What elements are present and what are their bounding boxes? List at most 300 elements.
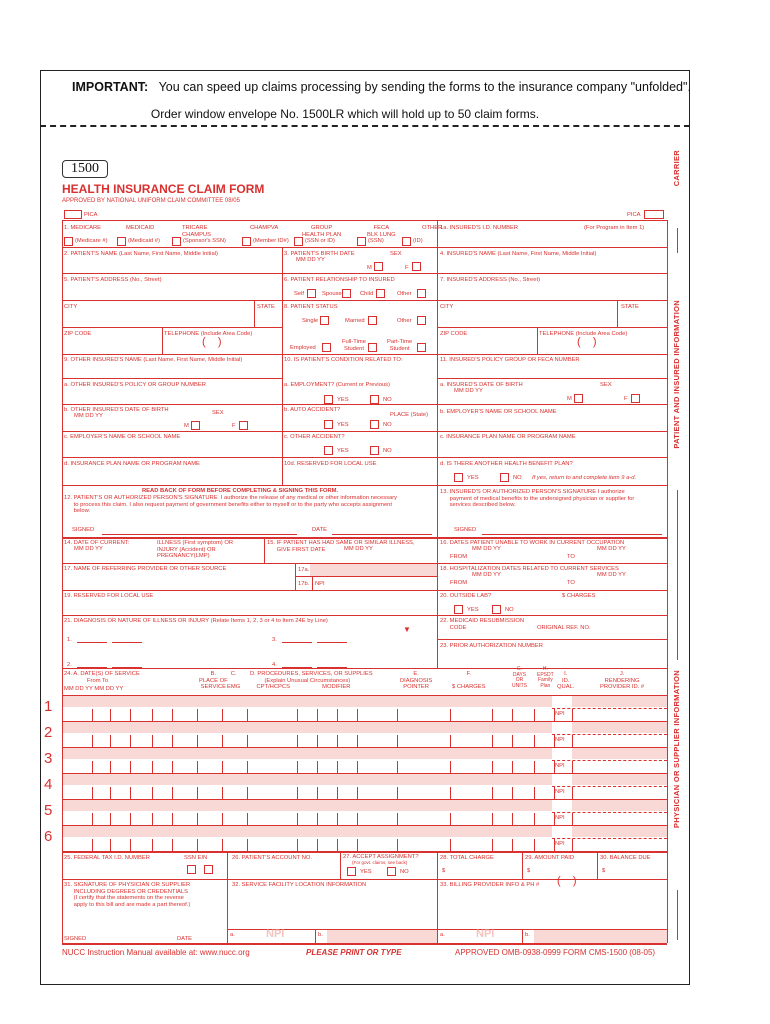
rule [437, 220, 438, 485]
rule [667, 220, 668, 943]
service-line-provider-shaded[interactable] [572, 722, 667, 733]
pica-right: PICA [627, 212, 641, 218]
important-notice [72, 80, 691, 94]
other-accident-yes-checkbox[interactable] [324, 446, 333, 455]
rule [572, 813, 573, 825]
label-no-6: NO [400, 869, 409, 875]
service-line-supplemental-shaded[interactable] [62, 826, 552, 837]
rule [537, 327, 538, 354]
label-sig13: 13. INSURED'S OR AUTHORIZED PERSON'S SIGNATURE I authorize payment of medical benefits to the undersigned physician or supplier for services described below. [440, 489, 635, 508]
label-mmddyy: MM DD YY [296, 257, 325, 263]
label-patient-status: 8. PATIENT STATUS [284, 304, 338, 310]
label-33a: a. [440, 932, 445, 938]
rule [62, 851, 667, 853]
label-ssn-or-id: (SSN or ID) [305, 238, 335, 244]
label-for-program: (For Program in Item 1) [584, 225, 645, 231]
tricare-checkbox[interactable] [172, 237, 181, 246]
form-logo-1500: 1500 [62, 160, 108, 178]
label-outside-lab: 20. OUTSIDE LAB? [440, 593, 492, 599]
label-read-back: READ BACK OF FORM BEFORE COMPLETING & SIGNING THIS FORM. [142, 488, 339, 494]
field-17a-shaded[interactable] [310, 564, 437, 576]
label-policy-group: 11. INSURED'S POLICY GROUP OR FECA NUMBER [440, 357, 580, 363]
label-original-ref: ORIGINAL REF. NO. [537, 625, 591, 631]
rule [522, 851, 523, 879]
label-24-from-to: From To [87, 678, 109, 684]
label-insured-zip: ZIP CODE [440, 331, 468, 337]
rule [554, 787, 555, 799]
label-medicare-num: (Medicare #) [75, 238, 108, 244]
label-sig31: 31. SIGNATURE OF PHYSICIAN OR SUPPLIER INCLUDING DEGREES OR CREDENTIALS (I certify that the statements on the reverse apply to this bill and are made a part thereof.) [64, 882, 191, 908]
service-line-provider-shaded[interactable] [572, 826, 667, 837]
important-label: IMPORTANT: [72, 80, 149, 94]
label-dollar-28: $ [442, 868, 446, 874]
label-m-2: M [567, 396, 572, 402]
label-reserved-19: 19. RESERVED FOR LOCAL USE [64, 593, 154, 599]
rule [62, 247, 667, 248]
rule [62, 485, 667, 486]
npi-watermark-33a: NPI [476, 928, 495, 940]
phone-parens: ( ) [557, 875, 577, 887]
service-line-number: 4 [44, 776, 53, 793]
service-line-row[interactable] [62, 708, 552, 721]
rule [62, 431, 667, 432]
side-marker [677, 540, 678, 660]
rule [552, 760, 667, 761]
rule [162, 327, 163, 354]
label-govt-claims: (For govt. claims, see back) [352, 860, 408, 865]
label-other-status: Other [397, 318, 412, 324]
ein-checkbox[interactable] [204, 865, 213, 874]
child-checkbox[interactable] [376, 289, 385, 298]
label-dollar-29: $ [527, 868, 531, 874]
label-champva: CHAMPVA [250, 225, 279, 231]
label-insured-state: STATE [621, 304, 639, 310]
rule [572, 761, 573, 773]
rule [102, 534, 297, 535]
label-24h: H. EPSDT Family Plan [537, 666, 554, 689]
rule [227, 851, 228, 879]
service-line-row[interactable] [62, 734, 552, 747]
label-signed-31: SIGNED [64, 936, 87, 942]
label-accept-assignment: 27. ACCEPT ASSIGNMENT? [343, 854, 419, 860]
label-no-4: NO [513, 475, 522, 481]
rule [62, 537, 667, 539]
label-diag-1: 1. [67, 637, 72, 643]
label-24b: B. PLACE OF SERVICE [199, 671, 228, 690]
label-insured-address: 7. INSURED'S ADDRESS (No., Street) [440, 277, 541, 283]
label-hospitalization: 18. HOSPITALIZATION DATES RELATED TO CURRENT SERVICES [440, 566, 619, 572]
label-to: TO [567, 554, 575, 560]
label-total-charge: 28. TOTAL CHARGE [440, 855, 494, 861]
label-self: Self [294, 291, 304, 297]
label-other: OTHER [422, 225, 443, 231]
label-24c: C. EMG [227, 671, 241, 690]
label-patient-name: 2. PATIENT'S NAME (Last Name, First Name, Middle Initial) [64, 251, 218, 257]
label-mmddyy-4: MM DD YY [74, 546, 103, 552]
insured-sex-m-checkbox[interactable] [574, 394, 583, 403]
rule [522, 929, 523, 943]
label-id: (ID) [413, 238, 423, 244]
phone-parens: ( ) [577, 336, 597, 348]
pica-left-box[interactable] [64, 210, 82, 219]
label-no: NO [383, 397, 392, 403]
label-insured-city: CITY [440, 304, 454, 310]
label-date-12: DATE [312, 527, 328, 533]
rule [572, 709, 573, 721]
label-if-yes: If yes, return to and complete item 9 a-d. [532, 475, 637, 481]
rule [554, 735, 555, 747]
other-sex-m-checkbox[interactable] [191, 421, 200, 430]
label-from: FROM [450, 554, 468, 560]
label-other-policy: a. OTHER INSURED'S POLICY OR GROUP NUMBER [64, 382, 206, 388]
label-resubmission: 22. MEDICAID RESUBMISSION CODE [440, 618, 525, 631]
label-tricare: TRICARE CHAMPUS [182, 225, 211, 238]
patient-sex-m-checkbox[interactable] [374, 262, 383, 271]
label-yes-3: YES [337, 448, 349, 454]
label-24e: E. DIAGNOSIS POINTER [400, 671, 433, 690]
spouse-checkbox[interactable] [342, 289, 351, 298]
patient-sex-f-checkbox[interactable] [412, 262, 421, 271]
label-sex: SEX [390, 251, 402, 257]
service-line-number: 6 [44, 828, 53, 845]
label-prior-auth: 23. PRIOR AUTHORIZATION NUMBER [440, 643, 543, 649]
label-auto: b. AUTO ACCIDENT? [284, 407, 341, 413]
champva-checkbox[interactable] [242, 237, 251, 246]
service-line-number: 2 [44, 724, 53, 741]
side-marker [677, 890, 678, 940]
label-another-plan: d. IS THERE ANOTHER HEALTH BENEFIT PLAN? [440, 461, 573, 467]
label-employed: Employed [290, 345, 316, 351]
service-line-supplemental-shaded[interactable] [62, 800, 552, 811]
rule [437, 485, 438, 537]
self-checkbox[interactable] [307, 289, 316, 298]
rule [554, 839, 555, 851]
label-dollar-30: $ [602, 868, 606, 874]
pica-right-box[interactable] [644, 210, 664, 219]
rule [554, 813, 555, 825]
label-zip: ZIP CODE [64, 331, 92, 337]
service-line-supplemental-shaded[interactable] [62, 748, 552, 759]
label-yes-2: YES [337, 422, 349, 428]
service-line-npi-label: NPI [555, 841, 565, 847]
label-patient-address: 5. PATIENT'S ADDRESS (No., Street) [64, 277, 162, 283]
label-f-2: F [624, 396, 628, 402]
label-24a: 24. A. DATE(S) OF SERVICE [64, 671, 140, 677]
label-date-current: 14. DATE OF CURRENT: [64, 540, 130, 546]
field-32b-shaded[interactable] [327, 930, 437, 943]
label-relationship: 6. PATIENT RELATIONSHIP TO INSURED [284, 277, 395, 283]
npi-watermark-32a: NPI [266, 928, 285, 940]
approved-text: APPROVED BY NATIONAL UNIFORM CLAIM COMMITTEE 08/05 [62, 198, 240, 204]
label-yes-4: YES [467, 475, 479, 481]
label-mmddyy-7: MM DD YY [597, 546, 626, 552]
label-single: Single [302, 318, 319, 324]
field-33b-shaded[interactable] [534, 930, 667, 943]
outside-lab-yes-checkbox[interactable] [454, 605, 463, 614]
rule [62, 273, 667, 274]
other-sex-f-checkbox[interactable] [239, 421, 248, 430]
service-line-supplemental-shaded[interactable] [62, 696, 552, 707]
label-charges-20: $ CHARGES [562, 593, 596, 599]
label-no-3: NO [383, 448, 392, 454]
auto-no-checkbox[interactable] [370, 420, 379, 429]
label-amount-paid: 29. AMOUNT PAID [525, 855, 575, 861]
single-checkbox[interactable] [320, 316, 329, 325]
label-birth-date: 3. PATIENT'S BIRTH DATE [284, 251, 355, 257]
rule [572, 735, 573, 747]
rule [552, 734, 667, 735]
label-spouse: Spouse [322, 291, 342, 297]
service-line-number: 3 [44, 750, 53, 767]
label-mmddyy-5: MM DD YY [344, 546, 373, 552]
auto-yes-checkbox[interactable] [324, 420, 333, 429]
part-time-checkbox[interactable] [417, 343, 426, 352]
rule [552, 708, 667, 709]
label-mmddyy-3: MM DD YY [74, 413, 103, 419]
accept-yes-checkbox[interactable] [347, 867, 356, 876]
envelope-text: Order window envelope No. 1500LR which will hold up to 50 claim forms. [150, 107, 540, 121]
label-signed-13: SIGNED [454, 527, 477, 533]
label-insured-name: 4. INSURED'S NAME (Last Name, First Name, Middle Initial) [440, 251, 597, 257]
medicaid-checkbox[interactable] [117, 237, 126, 246]
diag-arrow-icon: ▼ [403, 625, 411, 634]
rule [62, 220, 63, 943]
rule [282, 247, 283, 485]
important-text: You can speed up claims processing by sending the forms to the insurance company "unfolded". [158, 80, 691, 94]
label-24f: F. $ CHARGES [452, 671, 486, 690]
label-m-3: M [184, 423, 189, 429]
rule [77, 642, 107, 643]
another-plan-no-checkbox[interactable] [500, 473, 509, 482]
rule [554, 761, 555, 773]
service-line-provider-shaded[interactable] [572, 696, 667, 707]
label-17a: 17a. [298, 567, 310, 573]
label-mmddyy-6: MM DD YY [472, 546, 501, 552]
label-f-3: F [232, 423, 236, 429]
rule [282, 642, 312, 643]
service-line-npi-label: NPI [555, 737, 565, 743]
rule [437, 639, 667, 640]
label-ssn: (SSN) [368, 238, 384, 244]
rule [112, 642, 142, 643]
label-from-2: FROM [450, 580, 468, 586]
label-24j: J. RENDERING PROVIDER ID. # [600, 671, 645, 690]
label-reserved-10d: 10d. RESERVED FOR LOCAL USE [284, 461, 377, 467]
label-24-mmddyy: MM DD YY MM DD YY [64, 686, 124, 692]
label-employer-b: b. EMPLOYER'S NAME OR SCHOOL NAME [440, 409, 557, 415]
rule [437, 327, 667, 328]
carrier-label: CARRIER [672, 150, 681, 187]
service-line-npi-label: NPI [555, 789, 565, 795]
service-line-provider-shaded[interactable] [572, 774, 667, 785]
rule [482, 534, 662, 535]
rule [312, 577, 313, 590]
label-insured-id: 1a. INSURED'S I.D. NUMBER [440, 225, 519, 231]
label-diag-3: 3. [272, 637, 277, 643]
rule [62, 220, 667, 221]
footer-print: PLEASE PRINT OR TYPE [306, 948, 402, 957]
rule [554, 709, 555, 721]
married-checkbox[interactable] [368, 316, 377, 325]
label-billing: 33. BILLING PROVIDER INFO & PH # [440, 882, 540, 888]
label-yes-5: YES [467, 607, 479, 613]
label-npi-17b: NPI [315, 581, 325, 587]
pica-left: PICA [84, 212, 98, 218]
label-feca: FECA BLK LUNG [367, 225, 396, 238]
medicare-checkbox[interactable] [64, 237, 73, 246]
rule [62, 404, 667, 405]
rule [437, 537, 438, 668]
label-employment: a. EMPLOYMENT? (Current or Previous) [284, 382, 390, 388]
label-part-time: Part-Time Student [387, 339, 413, 352]
label-balance-due: 30. BALANCE DUE [600, 855, 651, 861]
feca-checkbox[interactable] [357, 237, 366, 246]
employment-yes-checkbox[interactable] [324, 395, 333, 404]
service-line-npi-label: NPI [555, 815, 565, 821]
rule [597, 851, 598, 879]
side-marker [677, 228, 678, 253]
label-full-time: Full-Time Student [342, 339, 366, 352]
label-to-2: TO [567, 580, 575, 586]
label-no-2: NO [383, 422, 392, 428]
service-line-supplemental-shaded[interactable] [62, 722, 552, 733]
rule [62, 327, 282, 328]
label-24g: G. DAYS OR UNITS [512, 666, 527, 689]
label-32a: a. [230, 932, 235, 938]
label-diag-4: 4. [272, 662, 277, 668]
another-plan-yes-checkbox[interactable] [454, 473, 463, 482]
service-line-provider-shaded[interactable] [572, 800, 667, 811]
label-medicare: 1. MEDICARE [64, 225, 102, 231]
tear-line [40, 125, 690, 127]
label-tax-id: 25. FEDERAL TAX I.D. NUMBER [64, 855, 150, 861]
label-medicaid-num: (Medicaid #) [128, 238, 160, 244]
label-same-illness: 15. IF PATIENT HAS HAD SAME OR SIMILAR ILLNESS, GIVE FIRST DATE [267, 540, 415, 553]
service-line-row[interactable] [62, 760, 552, 773]
claim-form [62, 205, 667, 945]
label-insurance-plan-c: c. INSURANCE PLAN NAME OR PROGRAM NAME [440, 434, 576, 440]
label-date-31: DATE [177, 936, 193, 942]
service-line-npi-label: NPI [555, 711, 565, 717]
footer-nucc: NUCC Instruction Manual available at: www.nucc.org [62, 948, 250, 957]
label-sponsor-ssn: (Sponsor's SSN) [183, 238, 226, 244]
rule [62, 457, 667, 458]
label-employer-c: c. EMPLOYER'S NAME OR SCHOOL NAME [64, 434, 181, 440]
label-33b: b. [525, 932, 530, 938]
label-ssn-ein: SSN EIN [184, 855, 208, 861]
insured-sex-f-checkbox[interactable] [631, 394, 640, 403]
rule [62, 943, 667, 945]
other-checkbox[interactable] [402, 237, 411, 246]
label-other-birth: b. OTHER INSURED'S DATE OF BIRTH [64, 407, 169, 413]
rule [315, 929, 316, 943]
label-sig12: 12. PATIENT'S OR AUTHORIZED PERSON'S SIGNATURE I authorize the release of any medical or other information necessary to process this claim. I also request payment of government benefits either to myself or to the party who accepts assignment below. [64, 495, 398, 514]
label-mmddyy-2: MM DD YY [454, 388, 483, 394]
label-place-state: PLACE (State) [390, 412, 429, 418]
other-accident-no-checkbox[interactable] [370, 446, 379, 455]
label-married: Married [345, 318, 365, 324]
service-line-provider-shaded[interactable] [572, 748, 667, 759]
service-line-row[interactable] [62, 812, 552, 825]
label-illness: ILLNESS (First symptom) OR INJURY (Accident) OR PREGNANCY(LMP) [157, 540, 234, 559]
label-referring: 17. NAME OF REFERRING PROVIDER OR OTHER SOURCE [64, 566, 227, 572]
label-no-5: NO [505, 607, 514, 613]
rule [227, 879, 228, 943]
rule [552, 838, 667, 839]
full-time-checkbox[interactable] [368, 343, 377, 352]
rule [62, 300, 667, 301]
label-group: GROUP HEALTH PLAN [302, 225, 342, 238]
side-label-physician: PHYSICIAN OR SUPPLIER INFORMATION [672, 670, 681, 829]
label-f: F [405, 265, 409, 271]
label-condition: 10. IS PATIENT'S CONDITION RELATED TO: [284, 357, 403, 363]
label-insured-telephone: TELEPHONE (Include Area Code) [539, 331, 628, 337]
service-line-row[interactable] [62, 838, 552, 851]
rule [295, 576, 437, 577]
side-marker [677, 490, 678, 540]
group-checkbox[interactable] [294, 237, 303, 246]
service-line-npi-label: NPI [555, 763, 565, 769]
label-city: CITY [64, 304, 78, 310]
service-line-row[interactable] [62, 786, 552, 799]
label-other-accident: c. OTHER ACCIDENT? [284, 434, 345, 440]
label-signed-12: SIGNED [72, 527, 95, 533]
label-state: STATE [257, 304, 275, 310]
label-other-sex: SEX [212, 410, 224, 416]
ssn-checkbox[interactable] [187, 865, 196, 874]
label-yes: YES [337, 397, 349, 403]
label-facility: 32. SERVICE FACILITY LOCATION INFORMATION [232, 882, 367, 888]
label-insured-sex: SEX [600, 382, 612, 388]
employment-no-checkbox[interactable] [370, 395, 379, 404]
employed-checkbox[interactable] [322, 343, 331, 352]
label-mmddyy-8: MM DD YY [472, 572, 501, 578]
label-telephone: TELEPHONE (Include Area Code) [164, 331, 253, 337]
form-title: HEALTH INSURANCE CLAIM FORM [62, 182, 265, 196]
label-24i: I. ID. QUAL. [557, 671, 575, 690]
rule [62, 668, 667, 669]
other-rel-checkbox[interactable] [417, 289, 426, 298]
service-line-supplemental-shaded[interactable] [62, 774, 552, 785]
rule [572, 787, 573, 799]
other-status-checkbox[interactable] [417, 316, 426, 325]
rule [552, 812, 667, 813]
rule [62, 378, 282, 379]
accept-no-checkbox[interactable] [387, 867, 396, 876]
rule [552, 786, 667, 787]
label-unable-work: 16. DATES PATIENT UNABLE TO WORK IN CURRENT OCCUPATION [440, 540, 625, 546]
rule [62, 590, 667, 591]
rule [62, 615, 667, 616]
outside-lab-no-checkbox[interactable] [492, 605, 501, 614]
phone-parens: ( ) [202, 336, 222, 348]
label-insurance-plan-d: d. INSURANCE PLAN NAME OR PROGRAM NAME [64, 461, 200, 467]
rule [332, 534, 432, 535]
label-yes-6: YES [360, 869, 372, 875]
service-line-number: 5 [44, 802, 53, 819]
rule [340, 851, 341, 879]
label-mmddyy-9: MM DD YY [597, 572, 626, 578]
label-other-rel: Other [397, 291, 412, 297]
label-member-id: (Member ID#) [253, 238, 289, 244]
label-m: M [367, 265, 372, 271]
label-17b: 17b. [298, 581, 310, 587]
label-insured-birth: a. INSURED'S DATE OF BIRTH [440, 382, 523, 388]
side-label-patient: PATIENT AND INSURED INFORMATION [672, 300, 681, 449]
rule [572, 839, 573, 851]
label-other-insured-name: 9. OTHER INSURED'S NAME (Last Name, First Name, Middle Initial) [64, 357, 243, 363]
footer-omb: APPROVED OMB-0938-0999 FORM CMS-1500 (08-05) [455, 948, 656, 957]
